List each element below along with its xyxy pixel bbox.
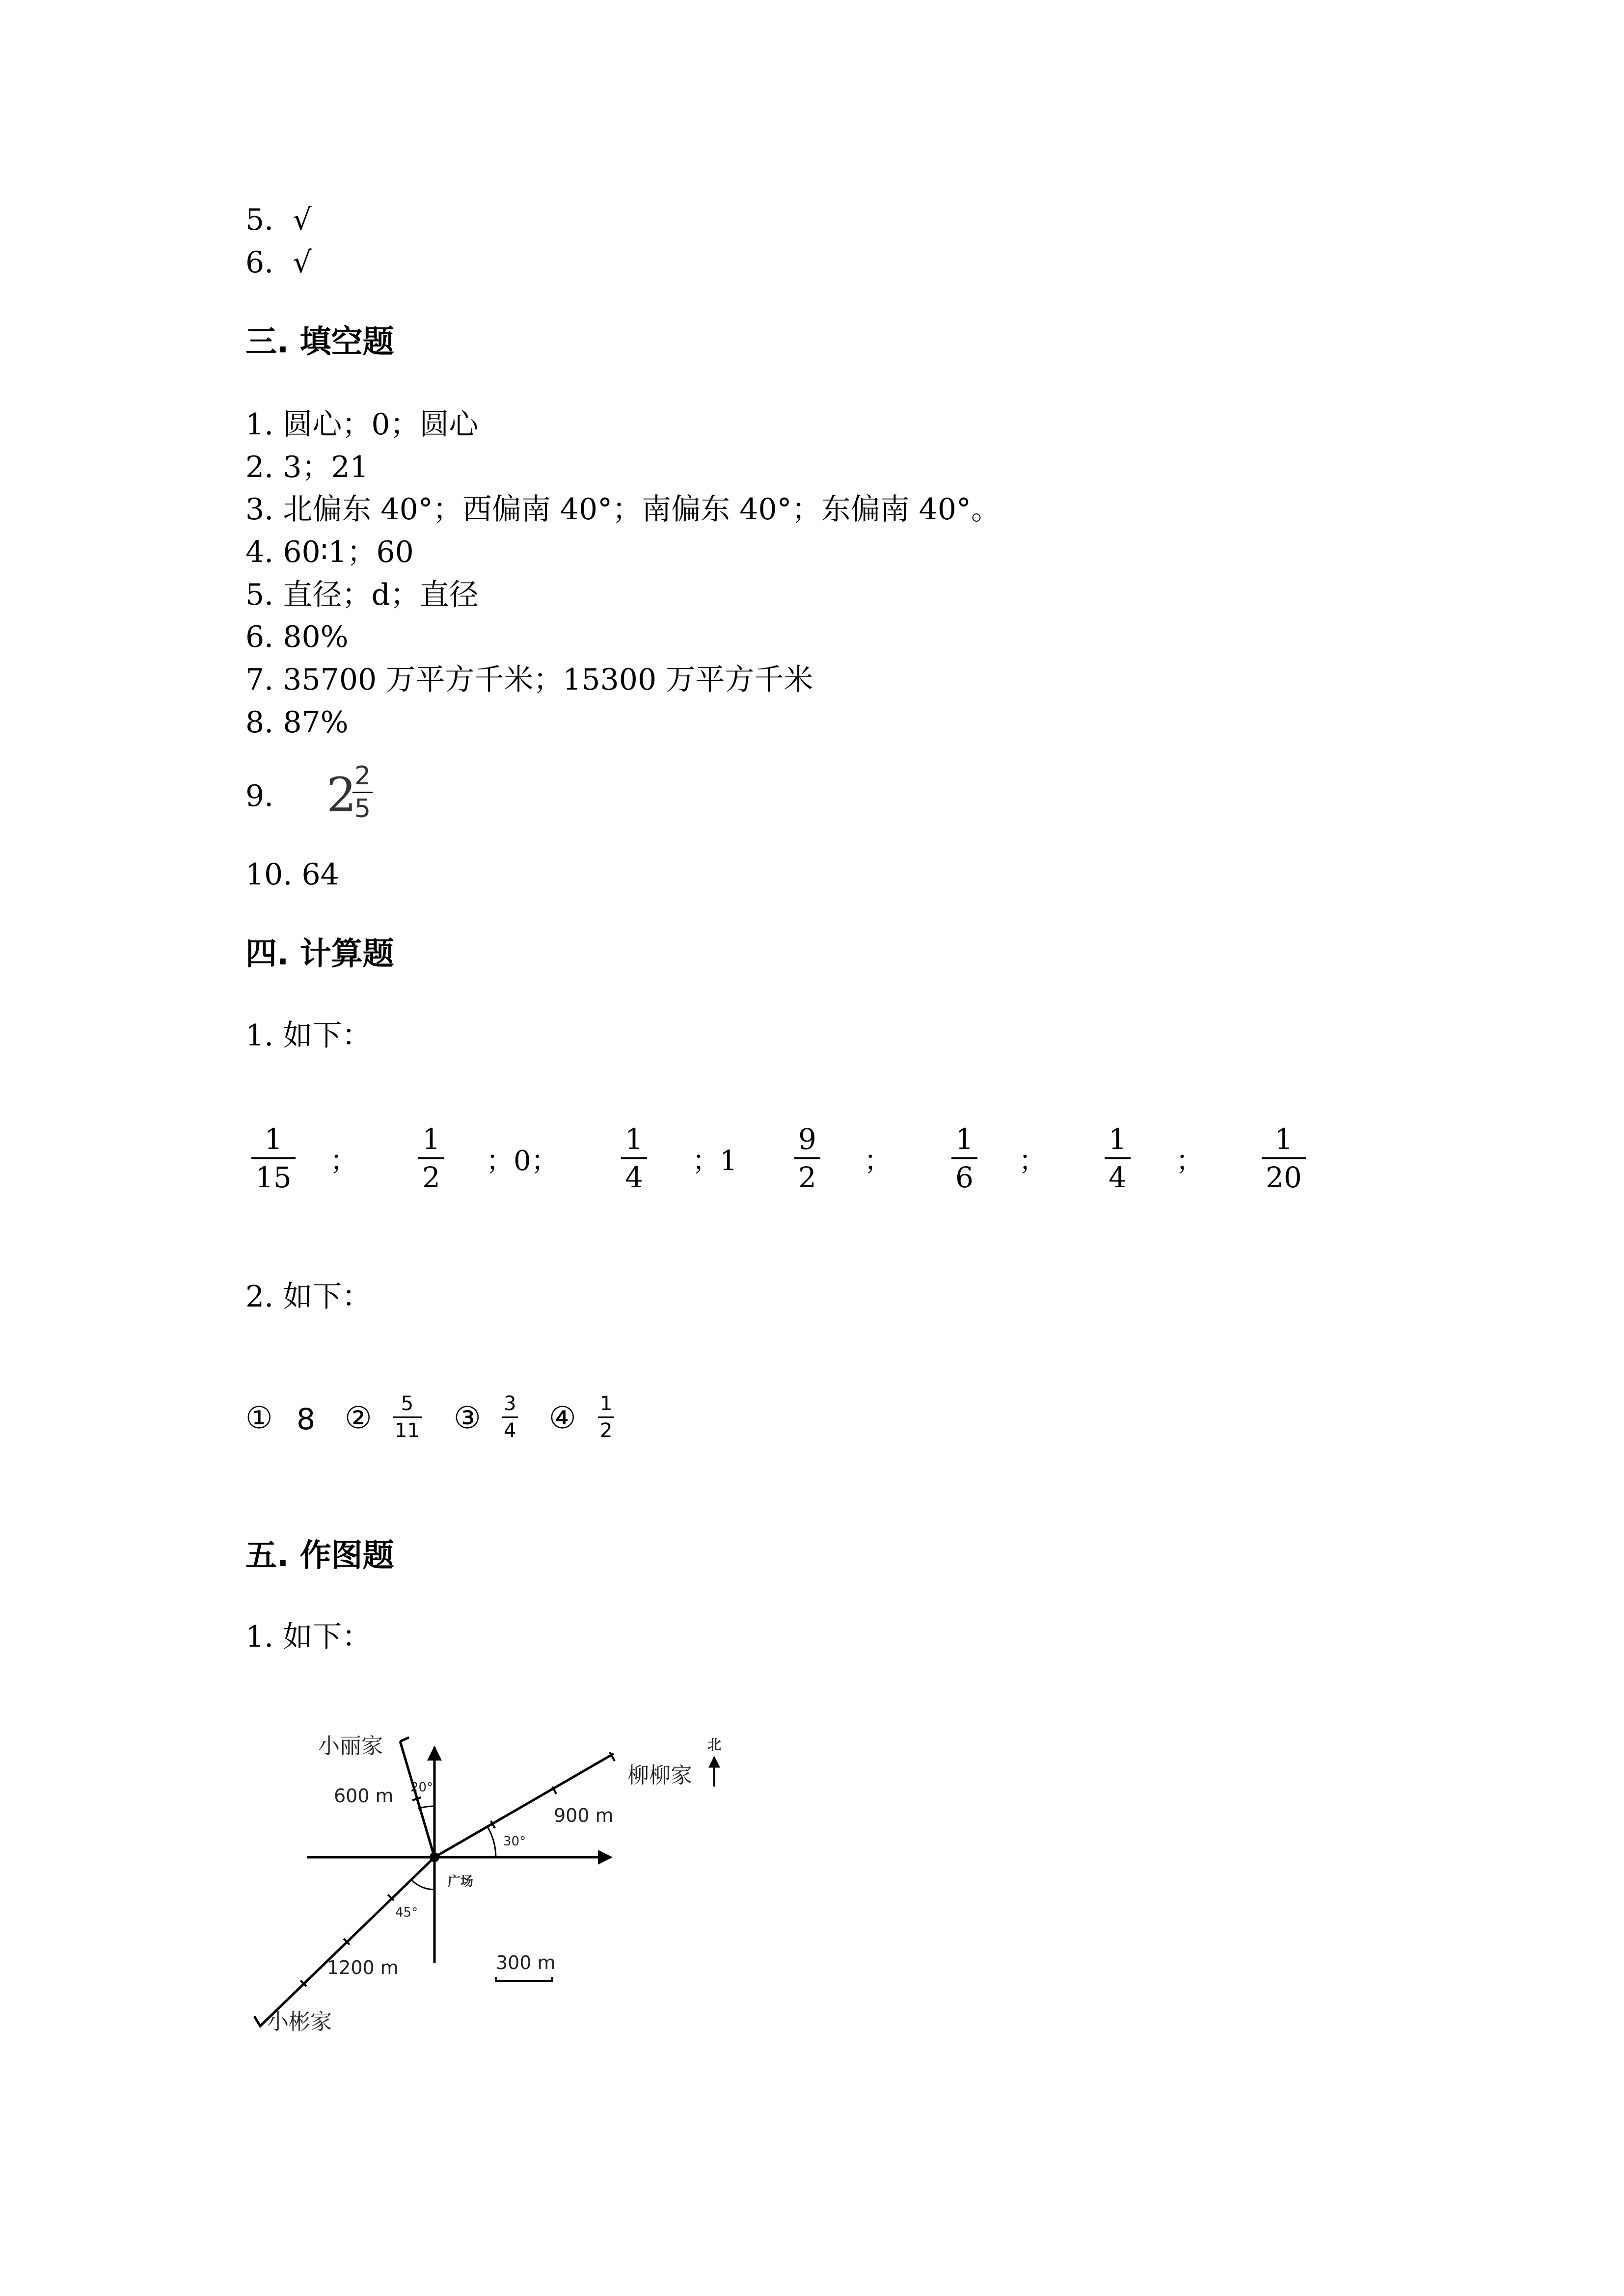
section-3-title: 三. 填空题 <box>245 324 394 360</box>
q2-fraction-2 <box>393 1394 422 1441</box>
calc-fraction-1 <box>251 1122 296 1194</box>
fill-answer-8: 8. 87% <box>245 705 349 740</box>
numerator: 1 <box>600 1392 613 1415</box>
circled-number-4: ④ <box>549 1400 576 1436</box>
numerator: 5 <box>401 1392 414 1415</box>
calc-fraction-5 <box>951 1122 977 1194</box>
answer-no: 5. <box>245 203 274 237</box>
q2-answer-1: 8 <box>297 1402 316 1437</box>
denominator: 2 <box>422 1161 440 1194</box>
label-angle-30: 30° <box>503 1834 526 1849</box>
denominator: 15 <box>255 1161 292 1194</box>
draw-q1-label: 1. 如下： <box>245 1620 372 1654</box>
numerator: 1 <box>1274 1122 1293 1156</box>
mixed-number-fraction <box>352 763 373 822</box>
tick <box>412 1797 421 1800</box>
fill-answer-6: 6. 80% <box>245 620 349 654</box>
q2-fraction-3 <box>502 1394 518 1441</box>
check-mark: √ <box>293 203 312 237</box>
numerator: 1 <box>955 1122 974 1156</box>
denominator: 5 <box>354 794 371 824</box>
separator: ； <box>330 1145 357 1177</box>
label-angle-45: 45° <box>395 1905 418 1920</box>
calc-q2-label: 2. 如下： <box>245 1280 372 1314</box>
fill-answer-7: 7. 35700 万平方千米；15300 万平方千米 <box>245 663 813 697</box>
section-5-title: 五. 作图题 <box>245 1538 394 1574</box>
label-xiaobin: 小彬家 <box>267 2009 332 2034</box>
label-angle-20: 20° <box>410 1780 433 1795</box>
denominator: 6 <box>955 1161 974 1194</box>
separator: ；0； <box>486 1145 559 1177</box>
numerator: 1 <box>625 1122 643 1156</box>
separator: ； <box>864 1145 892 1177</box>
label-xiaoli: 小丽家 <box>318 1734 383 1759</box>
label-d-xiaobin: 1200 m <box>327 1957 399 1978</box>
numerator: 1 <box>1109 1122 1127 1156</box>
denominator: 2 <box>798 1161 816 1194</box>
numerator: 2 <box>354 761 371 791</box>
label-square: 广场 <box>448 1874 474 1889</box>
mixed-number-whole: 2 <box>326 768 357 823</box>
denominator: 4 <box>504 1419 516 1442</box>
separator: ； <box>1019 1145 1046 1177</box>
denominator: 4 <box>1109 1161 1127 1194</box>
answer-5 <box>245 205 312 235</box>
fill-answer-2: 2. 3；21 <box>245 450 369 484</box>
fill-answer-5: 5. 直径；d；直径 <box>245 578 479 612</box>
label-d-xiaoli: 600 m <box>334 1785 394 1807</box>
denominator: 20 <box>1266 1161 1302 1194</box>
numerator: 1 <box>422 1122 440 1156</box>
label-liuliu: 柳柳家 <box>627 1763 692 1788</box>
label-scale: 300 m <box>496 1952 556 1974</box>
denominator: 4 <box>625 1161 643 1194</box>
xiaobin-hook <box>254 2016 268 2026</box>
numerator: 9 <box>798 1122 816 1156</box>
check-mark: √ <box>293 245 312 280</box>
calc-fraction-4 <box>794 1122 820 1194</box>
q2-fraction-4 <box>598 1394 614 1441</box>
angle-arc-30 <box>487 1827 496 1857</box>
circled-number-3: ③ <box>454 1400 481 1436</box>
calc-fraction-6 <box>1105 1122 1131 1194</box>
fill-answer-9-no: 9. <box>245 779 274 813</box>
calc-fraction-7 <box>1262 1122 1306 1194</box>
denominator: 11 <box>395 1419 420 1442</box>
fill-answer-4: 4. 60∶1；60 <box>245 535 414 569</box>
fill-answer-3: 3. 北偏东 40°；西偏南 40°；南偏东 40°；东偏南 40°。 <box>245 492 1001 527</box>
label-d-liuliu: 900 m <box>554 1805 614 1826</box>
direction-map-diagram <box>236 1698 776 2052</box>
answer-6 <box>245 245 312 280</box>
denominator: 2 <box>600 1419 613 1442</box>
scale-bar <box>496 1977 552 1981</box>
fill-answer-1: 1. 圆心；0；圆心 <box>245 407 479 442</box>
numerator: 1 <box>264 1122 283 1156</box>
calc-fraction-2 <box>418 1122 444 1194</box>
answer-no: 6. <box>245 245 274 280</box>
calc-q1-label: 1. 如下： <box>245 1018 372 1053</box>
separator: ； <box>1176 1145 1203 1177</box>
circled-number-1: ① <box>245 1400 273 1436</box>
label-north: 北 <box>707 1736 722 1753</box>
section-4-title: 四. 计算题 <box>245 936 394 972</box>
xiaoli-tick <box>400 1737 409 1741</box>
numerator: 3 <box>504 1392 516 1415</box>
angle-arc-45 <box>411 1880 434 1890</box>
separator: ；1 <box>692 1145 737 1177</box>
calc-fraction-3 <box>621 1122 647 1194</box>
circled-number-2: ② <box>345 1400 372 1436</box>
fill-answer-10: 10. 64 <box>245 857 339 892</box>
